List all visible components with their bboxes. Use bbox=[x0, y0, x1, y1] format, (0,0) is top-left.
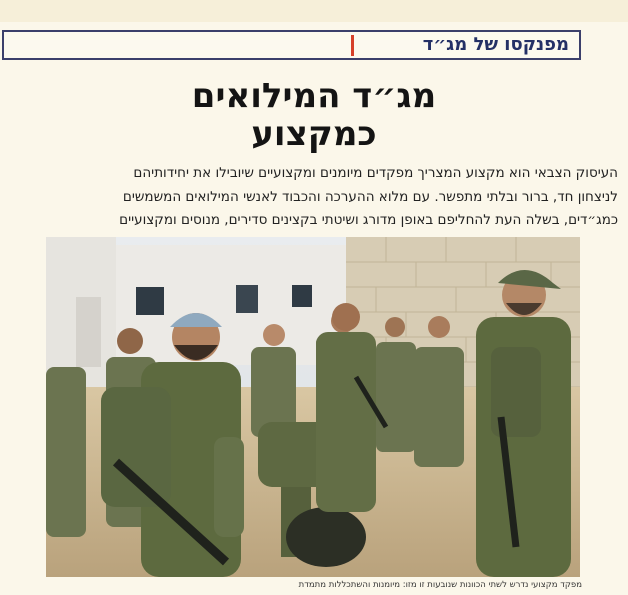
headline-line-1: מג״ד המילואים bbox=[191, 76, 437, 116]
page-top-strip bbox=[0, 0, 628, 22]
section-header bbox=[2, 30, 581, 60]
headline-line-2: כמקצוע bbox=[251, 114, 377, 154]
article-photo bbox=[46, 237, 580, 577]
soldiers-photo-illustration bbox=[46, 237, 580, 577]
photo-caption: מפקד מקצועי נדרש לשתי הכוונות שנובעות זו מזו: מיומנות והשתכללות מתמדת bbox=[298, 580, 582, 590]
lead-line-1: העיסוק הצבאי הוא מקצוע המצריך מפקדים מיומנים ומקצועיים שיובילו את יחידותיהם bbox=[133, 165, 618, 181]
lead-line-2: לניצחון חד, ברור ובלתי מתפשר. עם מלוא ההערכה והכבוד לאנשי המילואים המשמשים bbox=[122, 189, 618, 205]
lead-line-3: כמג״דים, בשלה העת להחליפם באופן מדורג ושיטתי בקצינים סדירים, מנוסים ומקצועיים bbox=[119, 212, 618, 228]
section-accent-bar bbox=[351, 35, 354, 56]
section-label: מפנקסו של מג״ד bbox=[422, 34, 569, 55]
